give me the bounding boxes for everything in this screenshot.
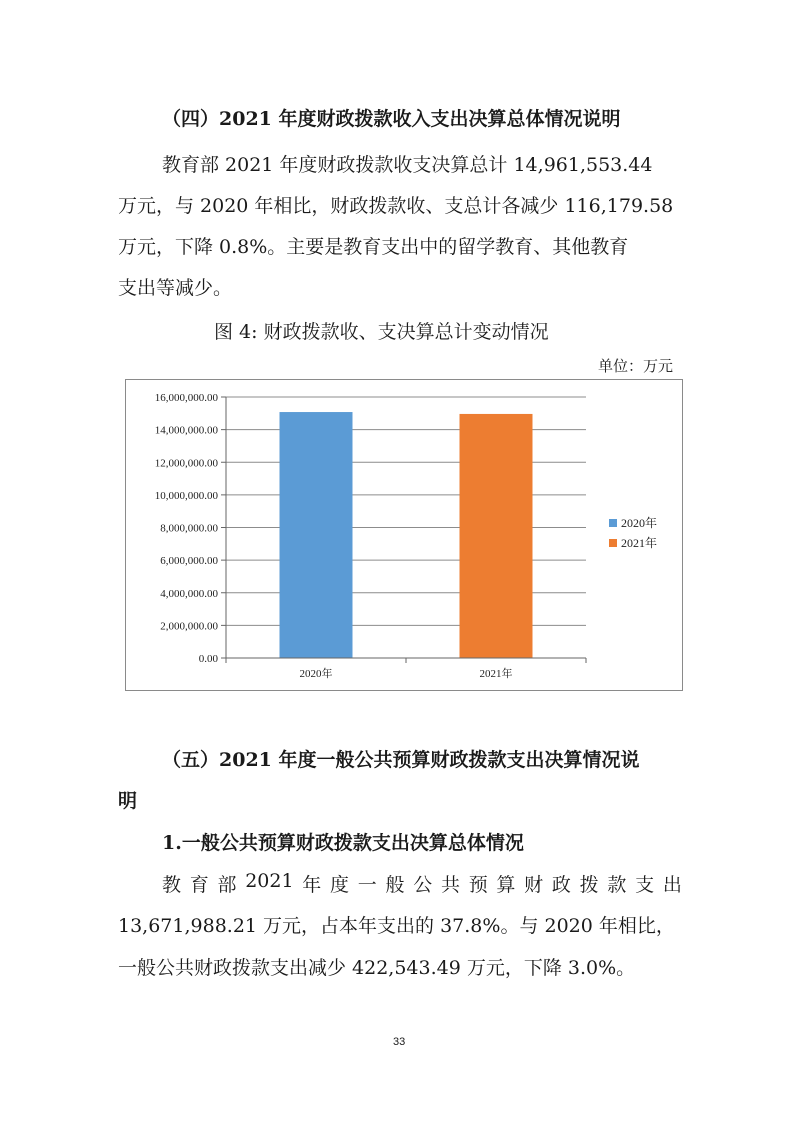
y-tick-label: 12,000,000.00	[154, 457, 218, 470]
section5-paragraph-line2: 13,671,988.21 万元，占本年支出的 37.8%。与 2020 年相比，	[118, 915, 675, 937]
paragraph-word: 度	[330, 874, 350, 896]
y-tick-label: 0.00	[198, 653, 218, 665]
y-tick-label: 14,000,000.00	[154, 424, 218, 437]
legend-swatch	[609, 519, 617, 527]
y-tick-label: 16,000,000.00	[154, 392, 218, 404]
y-tick-label: 4,000,000.00	[160, 587, 218, 600]
section5-paragraph-line3: 一般公共财政拨款支出减少 422,543.49 万元，下降 3.0%。	[118, 957, 636, 979]
legend-swatch	[609, 539, 617, 547]
paragraph-word: 款	[607, 874, 627, 896]
figure-unit: 单位：万元	[598, 357, 674, 375]
section5-heading-line1: （五）2021 年度一般公共预算财政拨款支出决算情况说	[162, 749, 640, 771]
x-tick-label: 2020年	[299, 668, 333, 680]
paragraph-word: 教	[162, 874, 182, 896]
paragraph-word: 支	[635, 874, 655, 896]
page-number: 33	[393, 1036, 406, 1048]
paragraph-word: 公	[413, 874, 433, 896]
section4-paragraph-line3: 万元，下降 0.8%。主要是教育支出中的留学教育、其他教育	[118, 236, 629, 258]
figure-caption: 图 4: 财政拨款收、支决算总计变动情况	[214, 321, 549, 343]
paragraph-word: 育	[189, 874, 209, 896]
legend-label: 2020年	[621, 516, 658, 530]
bar-chart-svg	[126, 380, 682, 690]
section5-heading-line2: 明	[118, 790, 138, 812]
y-tick-label: 6,000,000.00	[160, 555, 218, 568]
section4-paragraph-line4: 支出等减少。	[118, 277, 233, 299]
section4-paragraph-line2: 万元，与 2020 年相比，财政拨款收、支总计各减少 116,179.58	[118, 195, 674, 217]
paragraph-word: 年	[302, 874, 322, 896]
section5-subheading: 1.一般公共预算财政拨款支出决算总体情况	[162, 832, 524, 854]
section4-paragraph-line1: 教育部 2021 年度财政拨款收支决算总计 14,961,553.44	[162, 154, 653, 176]
y-tick-label: 8,000,000.00	[160, 522, 218, 535]
bar-2020年	[280, 412, 353, 658]
paragraph-word: 2021	[245, 870, 294, 892]
paragraph-word: 出	[662, 874, 682, 896]
bar-2021年	[460, 414, 533, 658]
y-tick-label: 10,000,000.00	[154, 489, 218, 502]
paragraph-word: 一	[357, 874, 377, 896]
paragraph-word: 共	[440, 874, 460, 896]
legend-label: 2021年	[621, 536, 658, 550]
paragraph-word: 拨	[579, 874, 599, 896]
x-tick-label: 2021年	[479, 668, 513, 680]
section5-paragraph-line1	[162, 870, 682, 897]
bar-chart	[125, 379, 683, 691]
section4-heading: （四）2021 年度财政拨款收入支出决算总体情况说明	[162, 108, 621, 130]
paragraph-word: 预	[468, 874, 488, 896]
paragraph-word: 般	[385, 874, 405, 896]
paragraph-word: 政	[551, 874, 571, 896]
paragraph-word: 财	[524, 874, 544, 896]
paragraph-word: 部	[217, 874, 237, 896]
paragraph-word: 算	[496, 874, 516, 896]
y-tick-label: 2,000,000.00	[160, 620, 218, 633]
